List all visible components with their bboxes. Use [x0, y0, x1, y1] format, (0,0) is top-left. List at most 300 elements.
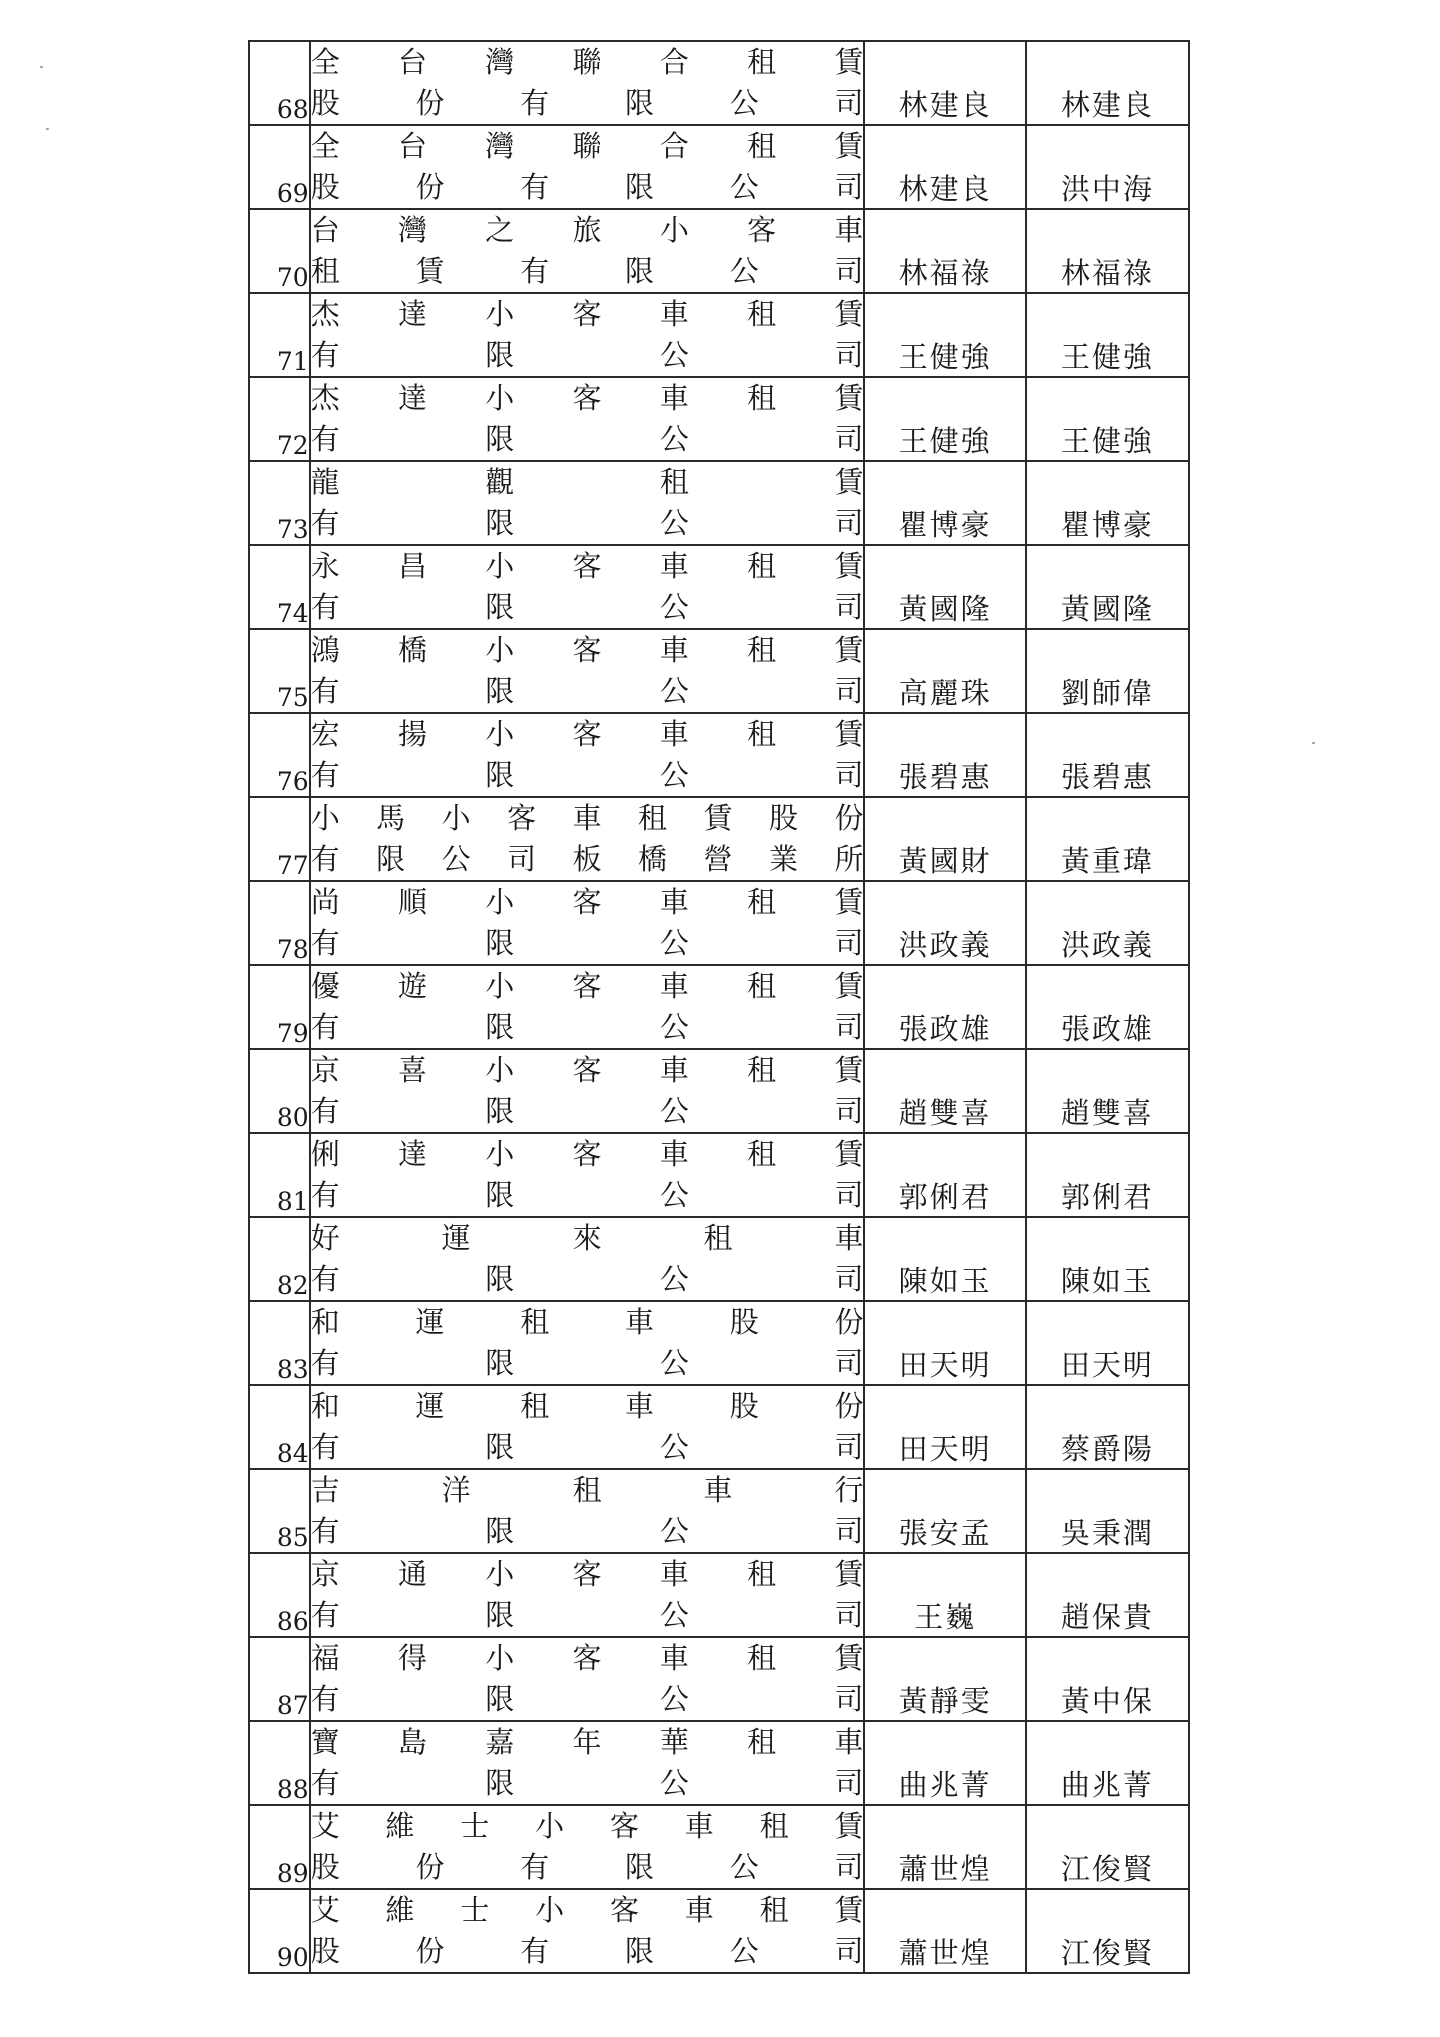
- company-name-line: [311, 546, 864, 587]
- company-name-cell: [310, 1553, 865, 1637]
- company-name-char: 有: [520, 170, 550, 204]
- company-name-char: 馬: [376, 801, 406, 835]
- manager-name: 王健強: [1026, 377, 1189, 461]
- company-name-char: 達: [397, 297, 427, 331]
- company-name-char: 賃: [834, 1641, 864, 1675]
- company-name-char: 限: [485, 1010, 515, 1044]
- company-name-char: 公: [659, 1346, 689, 1380]
- company-name-cell: [310, 293, 865, 377]
- company-name-char: 有: [310, 506, 340, 540]
- company-name-char: 俐: [310, 1137, 340, 1171]
- company-name-char: 公: [659, 1010, 689, 1044]
- manager-name: 郭俐君: [1026, 1133, 1189, 1217]
- company-name-char: 有: [520, 86, 550, 120]
- company-name-char: 客: [572, 1557, 602, 1591]
- company-name-char: 台: [310, 213, 340, 247]
- company-name-char: 來: [572, 1221, 602, 1255]
- representative-name: 王健強: [864, 377, 1025, 461]
- company-name-char: 賃: [834, 969, 864, 1003]
- company-name-char: 艾: [310, 1809, 340, 1843]
- company-name-char: 灣: [397, 213, 427, 247]
- company-name-char: 租: [572, 1473, 602, 1507]
- representative-name: 蕭世煌: [864, 1805, 1025, 1889]
- manager-name: 吳秉潤: [1026, 1469, 1189, 1553]
- company-name-cell: [310, 1469, 865, 1553]
- representative-name: 張政雄: [864, 965, 1025, 1049]
- table-row: [249, 629, 1189, 713]
- company-name-line: [311, 42, 864, 83]
- company-name-char: 份: [415, 1850, 445, 1884]
- company-name-char: 優: [310, 969, 340, 1003]
- company-name-cell: [310, 209, 865, 293]
- company-name-line: [311, 755, 864, 796]
- company-name-char: 限: [485, 1766, 515, 1800]
- company-name-char: 客: [507, 801, 537, 835]
- company-name-char: 台: [397, 45, 427, 79]
- company-name-line: [311, 1931, 864, 1972]
- table-row: [249, 1637, 1189, 1721]
- company-name-line: [311, 294, 864, 335]
- company-name-char: 車: [659, 381, 689, 415]
- company-name-char: 司: [834, 674, 864, 708]
- representative-name: 黃國財: [864, 797, 1025, 881]
- company-name-char: 宏: [310, 717, 340, 751]
- company-name-char: 客: [747, 213, 777, 247]
- company-name-char: 有: [310, 1094, 340, 1128]
- manager-name: 劉師偉: [1026, 629, 1189, 713]
- company-name-char: 小: [485, 549, 515, 583]
- company-name-char: 限: [485, 758, 515, 792]
- company-name-line: [311, 1218, 864, 1259]
- company-name-cell: [310, 965, 865, 1049]
- company-name-char: 島: [397, 1725, 427, 1759]
- company-name-line: [311, 798, 864, 839]
- row-number: 80: [249, 1049, 310, 1133]
- company-name-char: 份: [834, 801, 864, 835]
- company-name-char: 昌: [397, 549, 427, 583]
- company-name-char: 小: [485, 717, 515, 751]
- company-name-char: 遊: [397, 969, 427, 1003]
- company-name-cell: [310, 1049, 865, 1133]
- company-name-char: 所: [834, 842, 864, 876]
- company-name-char: 公: [659, 1682, 689, 1716]
- company-name-char: 限: [624, 1934, 654, 1968]
- manager-name: 黃國隆: [1026, 545, 1189, 629]
- row-number: 86: [249, 1553, 310, 1637]
- company-name-char: 公: [659, 674, 689, 708]
- row-number: 77: [249, 797, 310, 881]
- company-name-char: 租: [310, 254, 340, 288]
- company-name-cell: [310, 545, 865, 629]
- representative-name: 高麗珠: [864, 629, 1025, 713]
- company-name-char: 客: [572, 1137, 602, 1171]
- company-name-char: 限: [485, 590, 515, 624]
- company-name-char: 永: [310, 549, 340, 583]
- table-row: [249, 1469, 1189, 1553]
- company-name-char: 小: [485, 1137, 515, 1171]
- table-row: [249, 209, 1189, 293]
- company-name-line: [311, 335, 864, 376]
- company-name-char: 和: [310, 1305, 340, 1339]
- company-name-char: 小: [485, 381, 515, 415]
- row-number: 76: [249, 713, 310, 797]
- company-name-cell: [310, 1217, 865, 1301]
- company-name-char: 限: [485, 422, 515, 456]
- company-name-char: 租: [747, 297, 777, 331]
- company-name-char: 公: [729, 170, 759, 204]
- company-name-char: 有: [520, 1850, 550, 1884]
- company-name-line: [311, 1470, 864, 1511]
- company-name-char: 士: [460, 1893, 490, 1927]
- row-number: 90: [249, 1889, 310, 1973]
- company-name-char: 聯: [572, 45, 602, 79]
- company-name-char: 租: [747, 1053, 777, 1087]
- company-name-char: 車: [659, 717, 689, 751]
- table-row: [249, 125, 1189, 209]
- company-name-char: 股: [729, 1389, 759, 1423]
- company-name-char: 小: [485, 885, 515, 919]
- company-name-char: 份: [834, 1389, 864, 1423]
- company-name-line: [311, 1763, 864, 1804]
- company-name-char: 觀: [485, 465, 515, 499]
- row-number: 85: [249, 1469, 310, 1553]
- company-name-char: 小: [485, 1557, 515, 1591]
- manager-name: 蔡爵陽: [1026, 1385, 1189, 1469]
- row-number: 75: [249, 629, 310, 713]
- manager-name: 林福祿: [1026, 209, 1189, 293]
- row-number: 69: [249, 125, 310, 209]
- company-name-char: 賃: [834, 297, 864, 331]
- company-name-char: 客: [572, 969, 602, 1003]
- manager-name: 江俊賢: [1026, 1889, 1189, 1973]
- representative-name: 田天明: [864, 1301, 1025, 1385]
- company-name-char: 租: [638, 801, 668, 835]
- company-name-char: 限: [624, 254, 654, 288]
- company-name-char: 股: [310, 86, 340, 120]
- table-row: [249, 41, 1189, 125]
- company-name-char: 公: [659, 758, 689, 792]
- company-name-char: 有: [520, 254, 550, 288]
- company-name-char: 限: [485, 926, 515, 960]
- company-name-char: 得: [397, 1641, 427, 1675]
- company-name-cell: [310, 125, 865, 209]
- company-name-line: [311, 210, 864, 251]
- company-name-line: [311, 83, 864, 124]
- table-row: [249, 797, 1189, 881]
- company-name-line: [311, 1679, 864, 1720]
- company-name-char: 公: [659, 338, 689, 372]
- company-name-char: 客: [572, 633, 602, 667]
- company-name-line: [311, 1890, 864, 1931]
- manager-name: 林建良: [1026, 41, 1189, 125]
- company-name-char: 司: [834, 926, 864, 960]
- company-name-cell: [310, 881, 865, 965]
- company-name-char: 公: [441, 842, 471, 876]
- company-name-line: [311, 167, 864, 208]
- company-name-char: 限: [485, 1514, 515, 1548]
- company-name-cell: [310, 1889, 865, 1973]
- company-name-char: 司: [507, 842, 537, 876]
- company-name-char: 司: [834, 1682, 864, 1716]
- table-row: [249, 293, 1189, 377]
- company-name-char: 杰: [310, 297, 340, 331]
- company-name-line: [311, 1847, 864, 1888]
- company-name-char: 車: [659, 633, 689, 667]
- company-name-line: [311, 1134, 864, 1175]
- row-number: 73: [249, 461, 310, 545]
- company-name-char: 租: [747, 549, 777, 583]
- company-name-char: 合: [659, 129, 689, 163]
- representative-name: 黃國隆: [864, 545, 1025, 629]
- table-row: [249, 713, 1189, 797]
- company-name-char: 司: [834, 1178, 864, 1212]
- manager-name: 洪政義: [1026, 881, 1189, 965]
- company-name-line: [311, 251, 864, 292]
- company-name-char: 維: [385, 1809, 415, 1843]
- company-name-cell: [310, 461, 865, 545]
- company-name-char: 限: [485, 506, 515, 540]
- company-name-cell: [310, 1301, 865, 1385]
- representative-name: 蕭世煌: [864, 1889, 1025, 1973]
- company-name-line: [311, 882, 864, 923]
- company-name-char: 車: [572, 801, 602, 835]
- company-name-line: [311, 839, 864, 880]
- table-row: [249, 1049, 1189, 1133]
- company-name-char: 司: [834, 170, 864, 204]
- company-name-char: 股: [310, 1934, 340, 1968]
- company-name-char: 公: [659, 422, 689, 456]
- company-name-char: 司: [834, 1598, 864, 1632]
- company-name-line: [311, 419, 864, 460]
- company-name-char: 限: [485, 1262, 515, 1296]
- company-name-char: 合: [659, 45, 689, 79]
- row-number: 83: [249, 1301, 310, 1385]
- company-name-char: 京: [310, 1557, 340, 1591]
- representative-name: 郭俐君: [864, 1133, 1025, 1217]
- manager-name: 田天明: [1026, 1301, 1189, 1385]
- company-name-char: 小: [485, 969, 515, 1003]
- representative-name: 曲兆菁: [864, 1721, 1025, 1805]
- company-name-char: 艾: [310, 1893, 340, 1927]
- company-name-char: 有: [310, 422, 340, 456]
- table-row: [249, 1217, 1189, 1301]
- company-name-char: 車: [659, 1053, 689, 1087]
- company-name-char: 聯: [572, 129, 602, 163]
- row-number: 70: [249, 209, 310, 293]
- company-name-char: 限: [624, 170, 654, 204]
- company-name-char: 車: [624, 1305, 654, 1339]
- row-number: 72: [249, 377, 310, 461]
- company-name-line: [311, 378, 864, 419]
- table-row: [249, 461, 1189, 545]
- roster-body: [249, 41, 1189, 1973]
- representative-name: 趙雙喜: [864, 1049, 1025, 1133]
- company-name-char: 揚: [397, 717, 427, 751]
- company-name-char: 尚: [310, 885, 340, 919]
- company-name-char: 限: [485, 338, 515, 372]
- company-name-char: 司: [834, 1094, 864, 1128]
- representative-name: 王巍: [864, 1553, 1025, 1637]
- company-name-char: 車: [659, 297, 689, 331]
- company-name-char: 有: [310, 1178, 340, 1212]
- company-name-char: 公: [659, 1178, 689, 1212]
- company-name-line: [311, 1511, 864, 1552]
- company-name-char: 司: [834, 422, 864, 456]
- company-name-char: 運: [441, 1221, 471, 1255]
- table-row: [249, 1889, 1189, 1973]
- company-name-char: 車: [659, 885, 689, 919]
- table-row: [249, 965, 1189, 1049]
- company-name-char: 小: [535, 1809, 565, 1843]
- company-name-char: 租: [747, 1557, 777, 1591]
- company-name-char: 司: [834, 1850, 864, 1884]
- company-name-char: 司: [834, 86, 864, 120]
- company-name-char: 租: [747, 633, 777, 667]
- company-name-char: 灣: [485, 129, 515, 163]
- company-name-char: 行: [834, 1473, 864, 1507]
- company-name-line: [311, 126, 864, 167]
- company-name-char: 嘉: [485, 1725, 515, 1759]
- representative-name: 林福祿: [864, 209, 1025, 293]
- company-name-char: 限: [485, 1430, 515, 1464]
- company-name-cell: [310, 1637, 865, 1721]
- company-name-char: 份: [415, 86, 445, 120]
- company-name-char: 租: [747, 45, 777, 79]
- company-name-char: 司: [834, 1514, 864, 1548]
- company-name-char: 公: [659, 590, 689, 624]
- company-name-char: 賃: [415, 254, 445, 288]
- company-name-line: [311, 714, 864, 755]
- company-name-cell: [310, 1385, 865, 1469]
- company-name-char: 租: [659, 465, 689, 499]
- company-name-line: [311, 1554, 864, 1595]
- company-name-char: 客: [572, 381, 602, 415]
- scan-speck: [40, 66, 43, 68]
- row-number: 82: [249, 1217, 310, 1301]
- company-name-char: 吉: [310, 1473, 340, 1507]
- company-name-line: [311, 1259, 864, 1300]
- manager-name: 張政雄: [1026, 965, 1189, 1049]
- company-name-char: 賃: [834, 1893, 864, 1927]
- representative-name: 黃靜雯: [864, 1637, 1025, 1721]
- manager-name: 曲兆菁: [1026, 1721, 1189, 1805]
- company-name-char: 有: [310, 338, 340, 372]
- company-name-char: 司: [834, 590, 864, 624]
- company-name-cell: [310, 1133, 865, 1217]
- company-name-char: 小: [659, 213, 689, 247]
- company-name-char: 車: [703, 1473, 733, 1507]
- company-name-char: 有: [310, 1010, 340, 1044]
- company-name-char: 公: [659, 1262, 689, 1296]
- scan-speck: [46, 128, 49, 130]
- scan-speck: [1312, 742, 1315, 744]
- company-name-cell: [310, 41, 865, 125]
- company-name-char: 租: [747, 969, 777, 1003]
- manager-name: 王健強: [1026, 293, 1189, 377]
- company-name-char: 限: [485, 1178, 515, 1212]
- company-name-char: 京: [310, 1053, 340, 1087]
- row-number: 78: [249, 881, 310, 965]
- company-name-line: [311, 1007, 864, 1048]
- company-name-char: 公: [729, 86, 759, 120]
- company-name-char: 賃: [834, 1809, 864, 1843]
- manager-name: 張碧惠: [1026, 713, 1189, 797]
- company-name-char: 賃: [834, 633, 864, 667]
- company-name-char: 公: [659, 1598, 689, 1632]
- company-name-char: 賃: [703, 801, 733, 835]
- row-number: 84: [249, 1385, 310, 1469]
- company-name-char: 賃: [834, 129, 864, 163]
- company-name-char: 有: [310, 1346, 340, 1380]
- company-name-line: [311, 671, 864, 712]
- company-name-char: 司: [834, 1010, 864, 1044]
- company-name-char: 鴻: [310, 633, 340, 667]
- company-name-char: 旅: [572, 213, 602, 247]
- manager-name: 洪中海: [1026, 125, 1189, 209]
- company-name-char: 賃: [834, 381, 864, 415]
- row-number: 79: [249, 965, 310, 1049]
- company-name-char: 龍: [310, 465, 340, 499]
- company-name-char: 車: [684, 1893, 714, 1927]
- company-name-line: [311, 1343, 864, 1384]
- representative-name: 林建良: [864, 41, 1025, 125]
- row-number: 87: [249, 1637, 310, 1721]
- company-name-char: 年: [572, 1725, 602, 1759]
- company-name-char: 之: [485, 213, 515, 247]
- table-row: [249, 881, 1189, 965]
- company-name-char: 限: [485, 1598, 515, 1632]
- company-name-char: 運: [415, 1389, 445, 1423]
- company-name-char: 公: [659, 506, 689, 540]
- company-name-char: 租: [759, 1893, 789, 1927]
- company-name-char: 士: [460, 1809, 490, 1843]
- company-name-line: [311, 1091, 864, 1132]
- company-name-char: 司: [834, 1766, 864, 1800]
- company-name-char: 司: [834, 1934, 864, 1968]
- company-name-char: 賃: [834, 1137, 864, 1171]
- company-name-char: 客: [572, 1641, 602, 1675]
- company-name-char: 有: [310, 1766, 340, 1800]
- company-name-char: 租: [747, 1641, 777, 1675]
- company-name-line: [311, 1638, 864, 1679]
- company-name-char: 賃: [834, 1053, 864, 1087]
- company-name-char: 橋: [397, 633, 427, 667]
- table-row: [249, 1301, 1189, 1385]
- company-name-char: 賃: [834, 717, 864, 751]
- company-name-char: 司: [834, 254, 864, 288]
- company-name-char: 全: [310, 45, 340, 79]
- company-name-char: 租: [520, 1389, 550, 1423]
- company-name-char: 公: [729, 254, 759, 288]
- company-name-char: 台: [397, 129, 427, 163]
- representative-name: 田天明: [864, 1385, 1025, 1469]
- company-name-char: 限: [485, 1682, 515, 1716]
- company-name-char: 股: [310, 1850, 340, 1884]
- company-name-line: [311, 966, 864, 1007]
- company-roster-table: [248, 40, 1190, 1974]
- company-name-char: 份: [415, 1934, 445, 1968]
- company-name-char: 有: [310, 1598, 340, 1632]
- company-name-char: 車: [684, 1809, 714, 1843]
- company-name-char: 租: [747, 1137, 777, 1171]
- row-number: 88: [249, 1721, 310, 1805]
- company-name-char: 車: [624, 1389, 654, 1423]
- manager-name: 陳如玉: [1026, 1217, 1189, 1301]
- row-number: 89: [249, 1805, 310, 1889]
- company-name-char: 公: [659, 926, 689, 960]
- company-name-char: 有: [310, 590, 340, 624]
- company-name-cell: [310, 1721, 865, 1805]
